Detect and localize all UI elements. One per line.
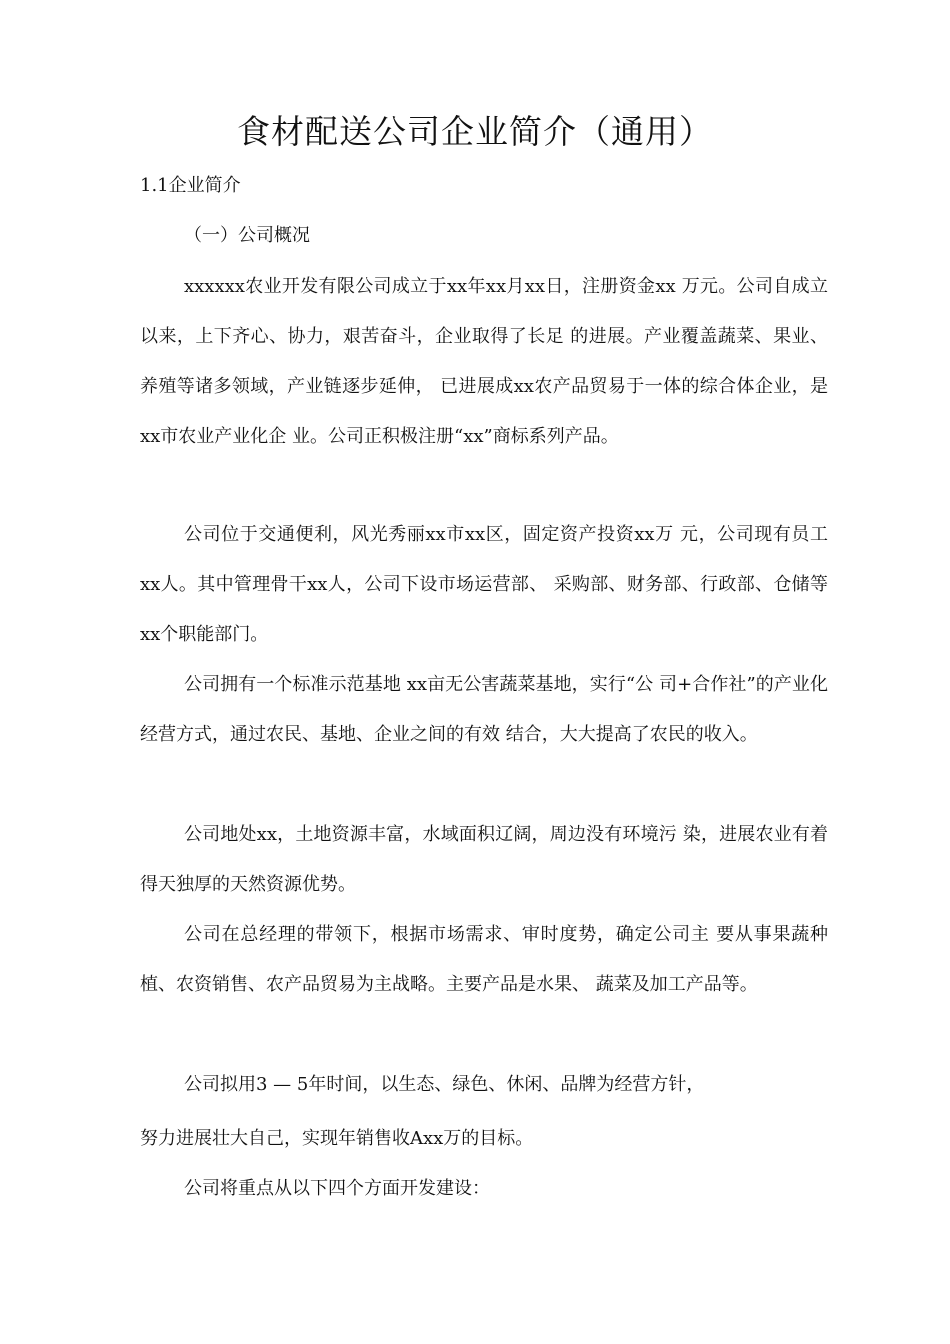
paragraph-plan-line1: 公司拟用3 — 5年时间，以生态、绿色、休闲、品牌为经营方针， (184, 1074, 705, 1095)
subsection-heading: （一）公司概况 (184, 225, 310, 246)
paragraph-demo-base: 公司拥有一个标准示范基地 xx亩无公害蔬菜基地，实行“公 司+合作社”的产业化经营方式，通过农民、基地、企业之间的有效 结合，大大提高了农民的收入。 (140, 674, 828, 745)
paragraph-development-focus: 公司将重点从以下四个方面开发建设： (184, 1178, 490, 1199)
paragraph-location-staff: 公司位于交通便利，风光秀丽xx市xx区，固定资产投资xx万 元，公司现有员工xx人。其中管理骨干xx人，公司下设市场运营部、 采购部、财务部、行政部、仓储等xx个职能部门。 (140, 524, 828, 645)
paragraph-company-overview: xxxxxx农业开发有限公司成立于xx年xx月xx日，注册资金xx 万元。公司自成立以来，上下齐心、协力，艰苦奋斗，企业取得了长足 的进展。产业覆盖蔬菜、果业、养殖等诸多领域，产业链逐步延伸， 已进展成xx农产品贸易于一体的综合体企业，是 xx市农业产业化企 业。公司正积极注册“xx”商标系列产品。 (140, 276, 828, 447)
section-heading: 1.1企业简介 (140, 175, 241, 196)
document-title: 食材配送公司企业简介（通用） (237, 112, 713, 151)
paragraph-plan-line2: 努力进展壮大自己，实现年销售收Axx万的目标。 (140, 1128, 534, 1149)
paragraph-strategy: 公司在总经理的带领下，根据市场需求、审时度势，确定公司主 要从事果蔬种植、农资销售、农产品贸易为主战略。主要产品是水果、 蔬菜及加工产品等。 (140, 924, 828, 995)
paragraph-resources: 公司地处xx，土地资源丰富，水域面积辽阔，周边没有环境污 染，进展农业有着得天独厚的天然资源优势。 (140, 824, 828, 895)
